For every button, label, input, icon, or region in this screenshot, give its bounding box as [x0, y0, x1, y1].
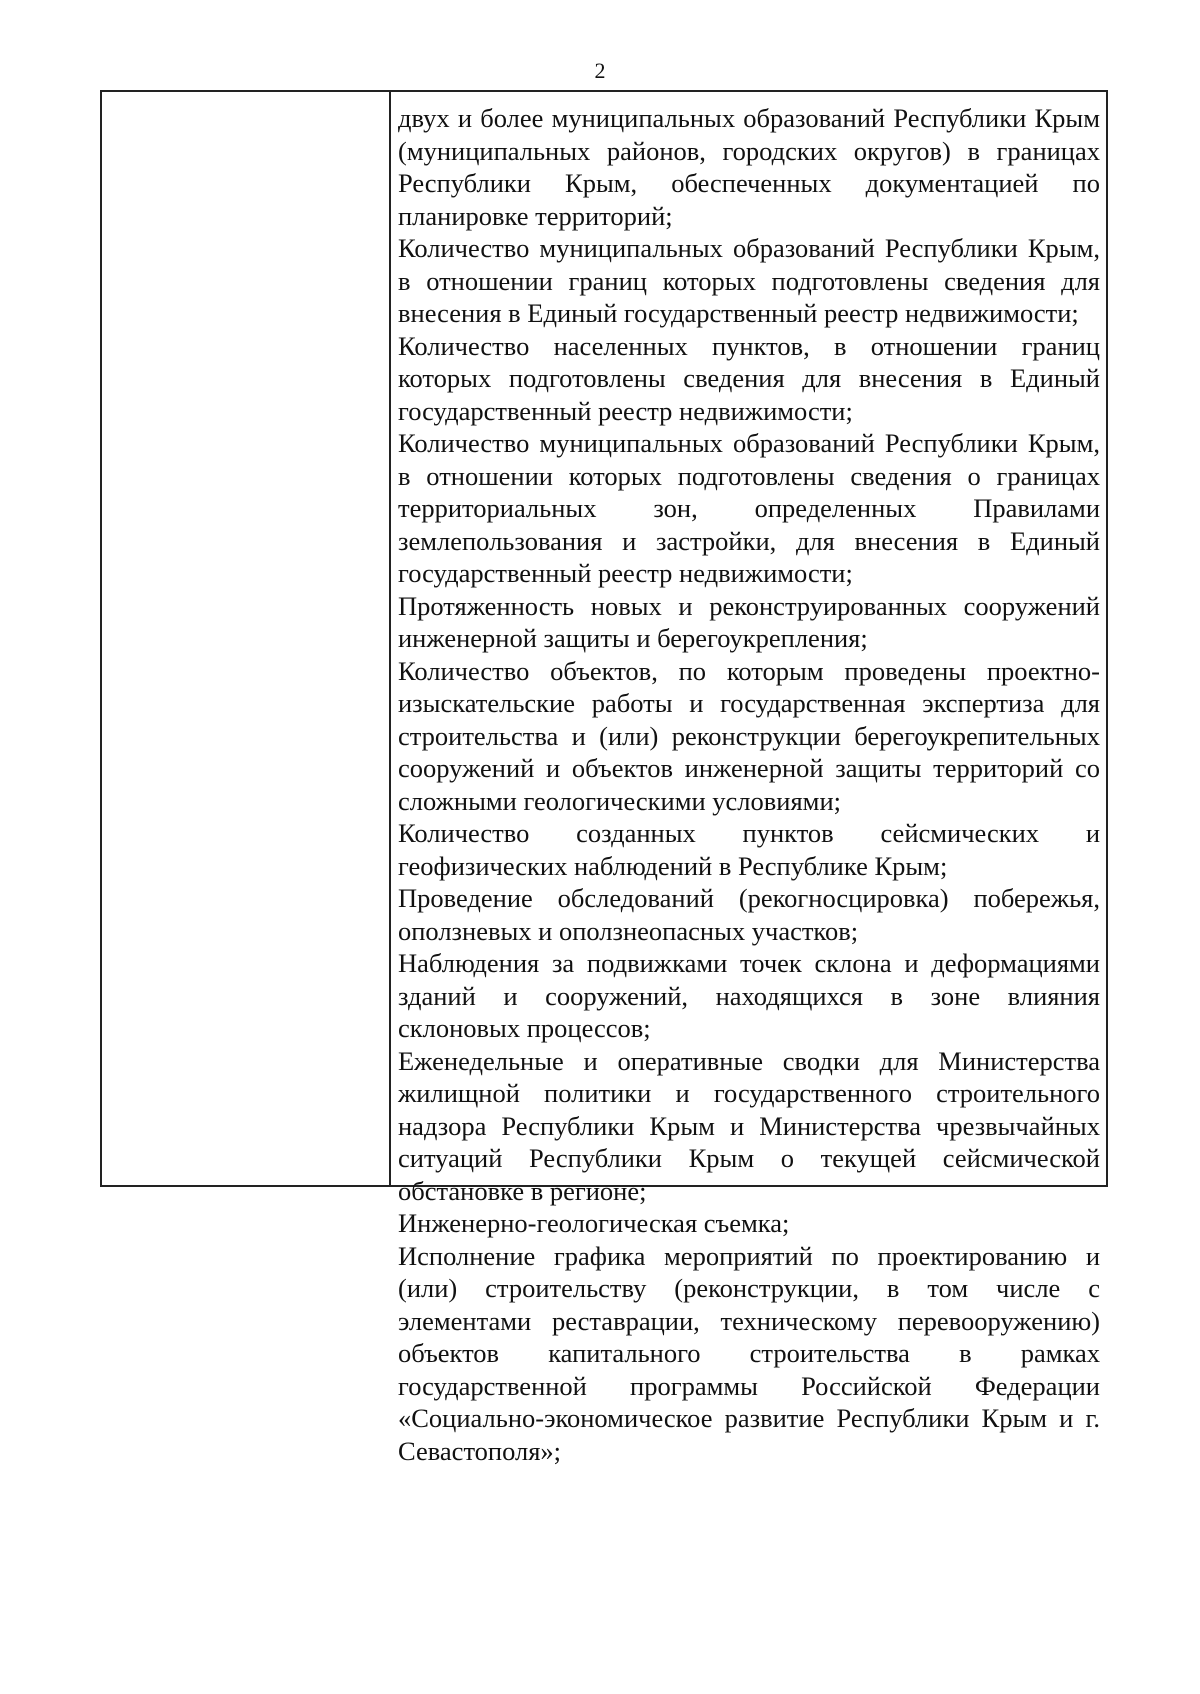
indicator-text: Проведение обследований (рекогносцировка) побережья, оползневых и оползнеопасных участков;	[398, 883, 1100, 946]
indicator-text: Количество муниципальных образований Республики Крым, в отношении которых подготовлены сведения о границах территориальных зон, определенных Правилами землепользования и застройки, для внесения в Единый государственный реестр недвижимости;	[398, 428, 1100, 588]
indicator-text: Количество созданных пунктов сейсмических и геофизических наблюдений в Республике Крым;	[398, 818, 1100, 881]
indicator-text: двух и более муниципальных образований Республики Крым (муниципальных районов, городских округов) в границах Республики Крым, обеспеченных документацией по планировке территорий;	[398, 103, 1100, 231]
indicator-text: Инженерно-геологическая съемка;	[398, 1208, 790, 1238]
indicator-text: Наблюдения за подвижками точек склона и деформациями зданий и сооружений, находящихся в зоне влияния склоновых процессов;	[398, 948, 1100, 1043]
table-left-cell	[102, 92, 391, 1185]
table-right-cell	[391, 92, 1106, 1466]
indicator-text: Количество муниципальных образований Республики Крым, в отношении границ которых подготовлены сведения для внесения в Единый государственный реестр недвижимости;	[398, 233, 1100, 328]
indicator-text: Еженедельные и оперативные сводки для Министерства жилищной политики и государственного строительного надзора Республики Крым и Министерства чрезвычайных ситуаций Республики Крым о текущей сейсмической обстановке в регионе;	[398, 1045, 1100, 1206]
indicators-table	[100, 90, 1108, 1466]
indicator-text: Количество населенных пунктов, в отношении границ которых подготовлены сведения для внесения в Единый государственный реестр недвижимости;	[398, 330, 1100, 426]
page-number: 2	[594, 58, 606, 83]
indicator-text: Количество объектов, по которым проведены проектно-изыскательские работы и государственная экспертиза для строительства и (или) реконструкции берегоукрепительных сооружений и объектов инженерной защиты территорий со сложными геологическими условиями;	[398, 655, 1100, 816]
indicator-text: Протяженность новых и реконструированных сооружений инженерной защиты и берегоукрепления;	[398, 590, 1100, 653]
indicator-text: Исполнение графика мероприятий по проектированию и (или) строительству (реконструкции, в том числе с элементами реставрации, техническому перевооружению) объектов капитального строительства в рамках государственной программы Российской Федерации «Социально-экономическое развитие Республики Крым и г. Севастополя»;	[398, 1240, 1100, 1466]
